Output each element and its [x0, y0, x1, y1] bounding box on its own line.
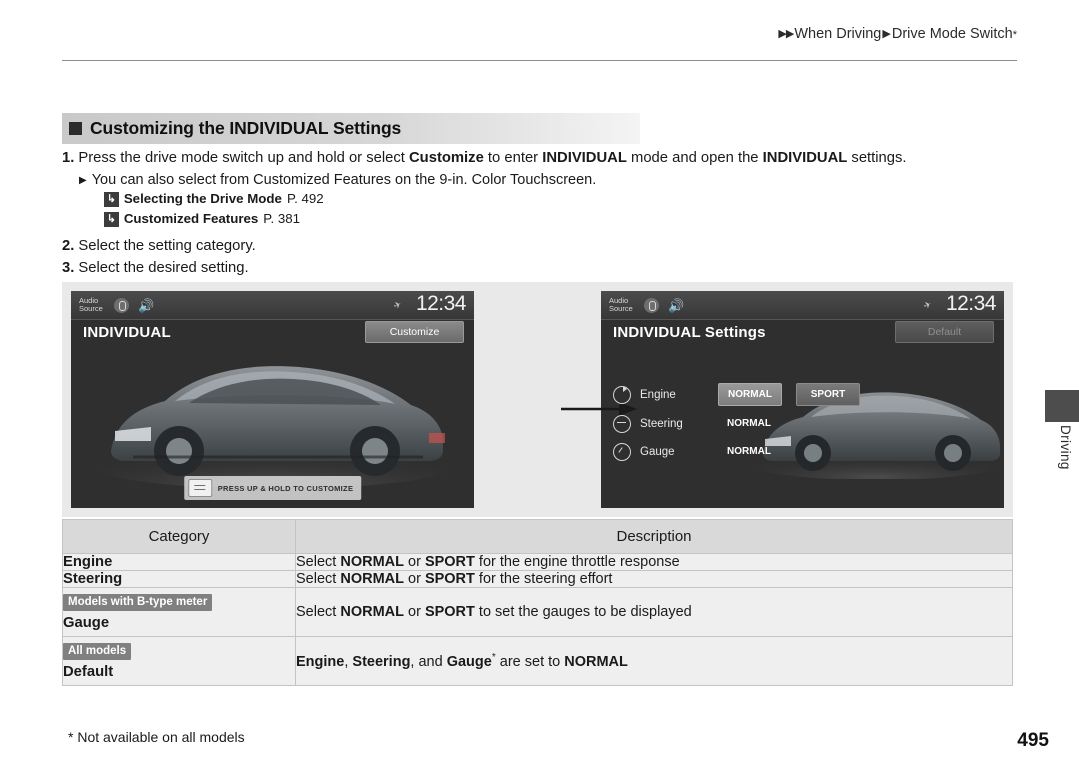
breadcrumb — [778, 26, 1017, 42]
step-2-text: Select the setting category. — [78, 238, 256, 254]
cross-reference-1-page: P. 492 — [286, 191, 324, 206]
default-button[interactable]: Default — [895, 321, 994, 343]
drive-mode-switch-icon — [188, 479, 212, 497]
audio-source-label: Audio Source — [79, 295, 103, 313]
press-hold-hint-text: PRESS UP & HOLD TO CUSTOMIZE — [217, 483, 354, 493]
step-3 — [62, 258, 1017, 279]
setting-row-steering[interactable] — [609, 411, 994, 436]
desc-mid: or — [403, 554, 425, 570]
screen-title-individual: INDIVIDUAL — [83, 324, 171, 341]
table-row — [63, 588, 1013, 637]
table-row — [63, 571, 1013, 588]
desc-pre: Select — [296, 571, 341, 587]
desc-engine: Engine — [296, 653, 345, 670]
desc-mid: or — [403, 571, 425, 587]
step-1-part-a: Press the drive mode switch up and hold or select — [78, 150, 409, 166]
section-title: Customizing the INDIVIDUAL Settings — [90, 118, 402, 138]
model-tag-b-type-meter: Models with B-type meter — [63, 594, 212, 611]
step-1-text — [78, 148, 906, 169]
signal-icon: ✈ — [922, 298, 934, 312]
step-1-customize-term: Customize — [408, 150, 484, 166]
desc-normal: NORMAL — [340, 604, 404, 620]
table-row — [63, 637, 1013, 686]
column-header-description: Description — [296, 520, 1013, 554]
side-tab-label: Driving — [1058, 425, 1073, 470]
table-row — [63, 554, 1013, 571]
settings-table — [62, 519, 1013, 686]
cell-category-gauge-label: Gauge — [63, 615, 110, 631]
cell-description-default — [296, 637, 1013, 686]
setting-label-engine: Engine — [640, 388, 676, 401]
step-1-individual-term-1: INDIVIDUAL — [542, 150, 627, 166]
speaker-icon: 🔊 — [668, 297, 685, 313]
setting-row-engine[interactable] — [609, 382, 994, 407]
clock-display: 12:34 — [945, 292, 996, 315]
column-header-category: Category — [63, 520, 296, 554]
cross-reference-2-title: Customized Features — [123, 211, 259, 226]
cross-reference-1[interactable] — [104, 191, 1017, 208]
gauge-icon — [613, 443, 631, 461]
desc-normal: NORMAL — [340, 571, 404, 587]
breadcrumb-separator-icon: ▶ — [882, 28, 891, 40]
step-1-part-c: to enter — [483, 150, 543, 166]
setting-label-steering: Steering — [640, 417, 683, 430]
cross-reference-2-page: P. 381 — [263, 211, 301, 226]
step-3-text: Select the desired setting. — [78, 260, 249, 276]
screen-status-bar — [601, 291, 1004, 320]
signal-icon: ✈ — [392, 298, 404, 312]
step-3-number: 3. — [62, 260, 75, 276]
setting-value-steering[interactable]: NORMAL — [727, 418, 771, 429]
cell-category-default — [63, 637, 296, 686]
cell-category-default-label: Default — [63, 664, 114, 680]
breadcrumb-item-drive-mode-switch: Drive Mode Switch — [891, 26, 1013, 42]
desc-steering: Steering — [352, 653, 411, 670]
desc-normal: NORMAL — [564, 653, 628, 670]
customize-button[interactable]: Customize — [365, 321, 464, 343]
desc-pre: Select — [296, 554, 341, 570]
breadcrumb-footnote-marker: * — [1012, 29, 1017, 41]
setting-label-gauge: Gauge — [640, 445, 675, 458]
cell-description-gauge — [296, 588, 1013, 637]
triangle-bullet-icon: ▶ — [79, 175, 87, 186]
procedure-steps — [62, 148, 1017, 280]
setting-value-engine-sport[interactable]: SPORT — [796, 383, 860, 406]
desc-post: for the steering effort — [474, 571, 613, 587]
desc-normal: NORMAL — [340, 554, 404, 570]
screen-title-individual-settings: INDIVIDUAL Settings — [613, 324, 766, 341]
step-1 — [62, 148, 1017, 169]
desc-mid: , — [344, 653, 353, 670]
table-header-row — [63, 520, 1013, 554]
setting-value-engine-normal[interactable]: NORMAL — [718, 383, 782, 406]
desc-sport: SPORT — [424, 554, 475, 570]
desc-mid: or — [403, 604, 425, 620]
model-tag-all-models: All models — [63, 643, 131, 660]
step-2 — [62, 236, 1017, 257]
illustration-panel — [62, 282, 1013, 517]
step-1-individual-term-2: INDIVIDUAL — [762, 150, 848, 166]
page-header — [62, 26, 1017, 60]
section-title-bar — [62, 113, 640, 144]
reference-arrow-icon: ↳ — [104, 192, 119, 207]
step-1-number: 1. — [62, 150, 75, 166]
setting-value-gauge[interactable]: NORMAL — [727, 446, 771, 457]
desc-footnote-marker: * — [491, 652, 496, 664]
desc-post: to set the gauges to be displayed — [474, 604, 692, 620]
clock-display: 12:34 — [415, 292, 466, 315]
media-icon — [644, 298, 659, 313]
page-number: 495 — [1017, 730, 1049, 751]
media-icon — [114, 298, 129, 313]
desc-end: are set to — [495, 653, 565, 670]
footnote: * Not available on all models — [68, 729, 245, 745]
press-hold-hint — [184, 476, 362, 500]
setting-row-gauge[interactable] — [609, 439, 994, 464]
step-1-note — [79, 172, 1017, 188]
desc-sport: SPORT — [424, 571, 475, 587]
step-1-part-e: mode and open the — [626, 150, 763, 166]
breadcrumb-item-when-driving: When Driving — [794, 26, 882, 42]
cell-category-gauge — [63, 588, 296, 637]
cross-reference-1-title: Selecting the Drive Mode — [123, 191, 282, 206]
side-tab-marker — [1045, 390, 1079, 422]
step-1-part-g: settings. — [847, 150, 907, 166]
screen-status-bar — [71, 291, 474, 320]
cell-description-engine — [296, 554, 1013, 571]
vehicle-illustration — [93, 347, 453, 487]
steering-icon — [613, 415, 631, 433]
cell-category-steering: Steering — [63, 571, 296, 588]
desc-sport: SPORT — [424, 604, 475, 620]
step-2-number: 2. — [62, 238, 75, 254]
audio-source-label: Audio Source — [609, 295, 633, 313]
breadcrumb-arrows-icon: ▶▶ — [778, 28, 794, 40]
engine-icon — [613, 386, 631, 404]
desc-post: , and — [410, 653, 447, 670]
cell-description-steering — [296, 571, 1013, 588]
desc-gauge: Gauge — [446, 653, 492, 670]
reference-arrow-icon: ↳ — [104, 212, 119, 227]
step-1-note-text: You can also select from Customized Features on the 9-in. Color Touchscreen. — [91, 172, 597, 188]
screenshot-individual-settings — [601, 291, 1004, 508]
cell-category-engine: Engine — [63, 554, 296, 571]
screenshot-individual-mode — [71, 291, 474, 508]
section-bullet-icon — [69, 122, 82, 135]
header-divider — [62, 60, 1017, 61]
speaker-icon: 🔊 — [138, 297, 155, 313]
desc-post: for the engine throttle response — [474, 554, 680, 570]
desc-pre: Select — [296, 604, 341, 620]
cross-reference-2[interactable] — [104, 211, 1017, 228]
